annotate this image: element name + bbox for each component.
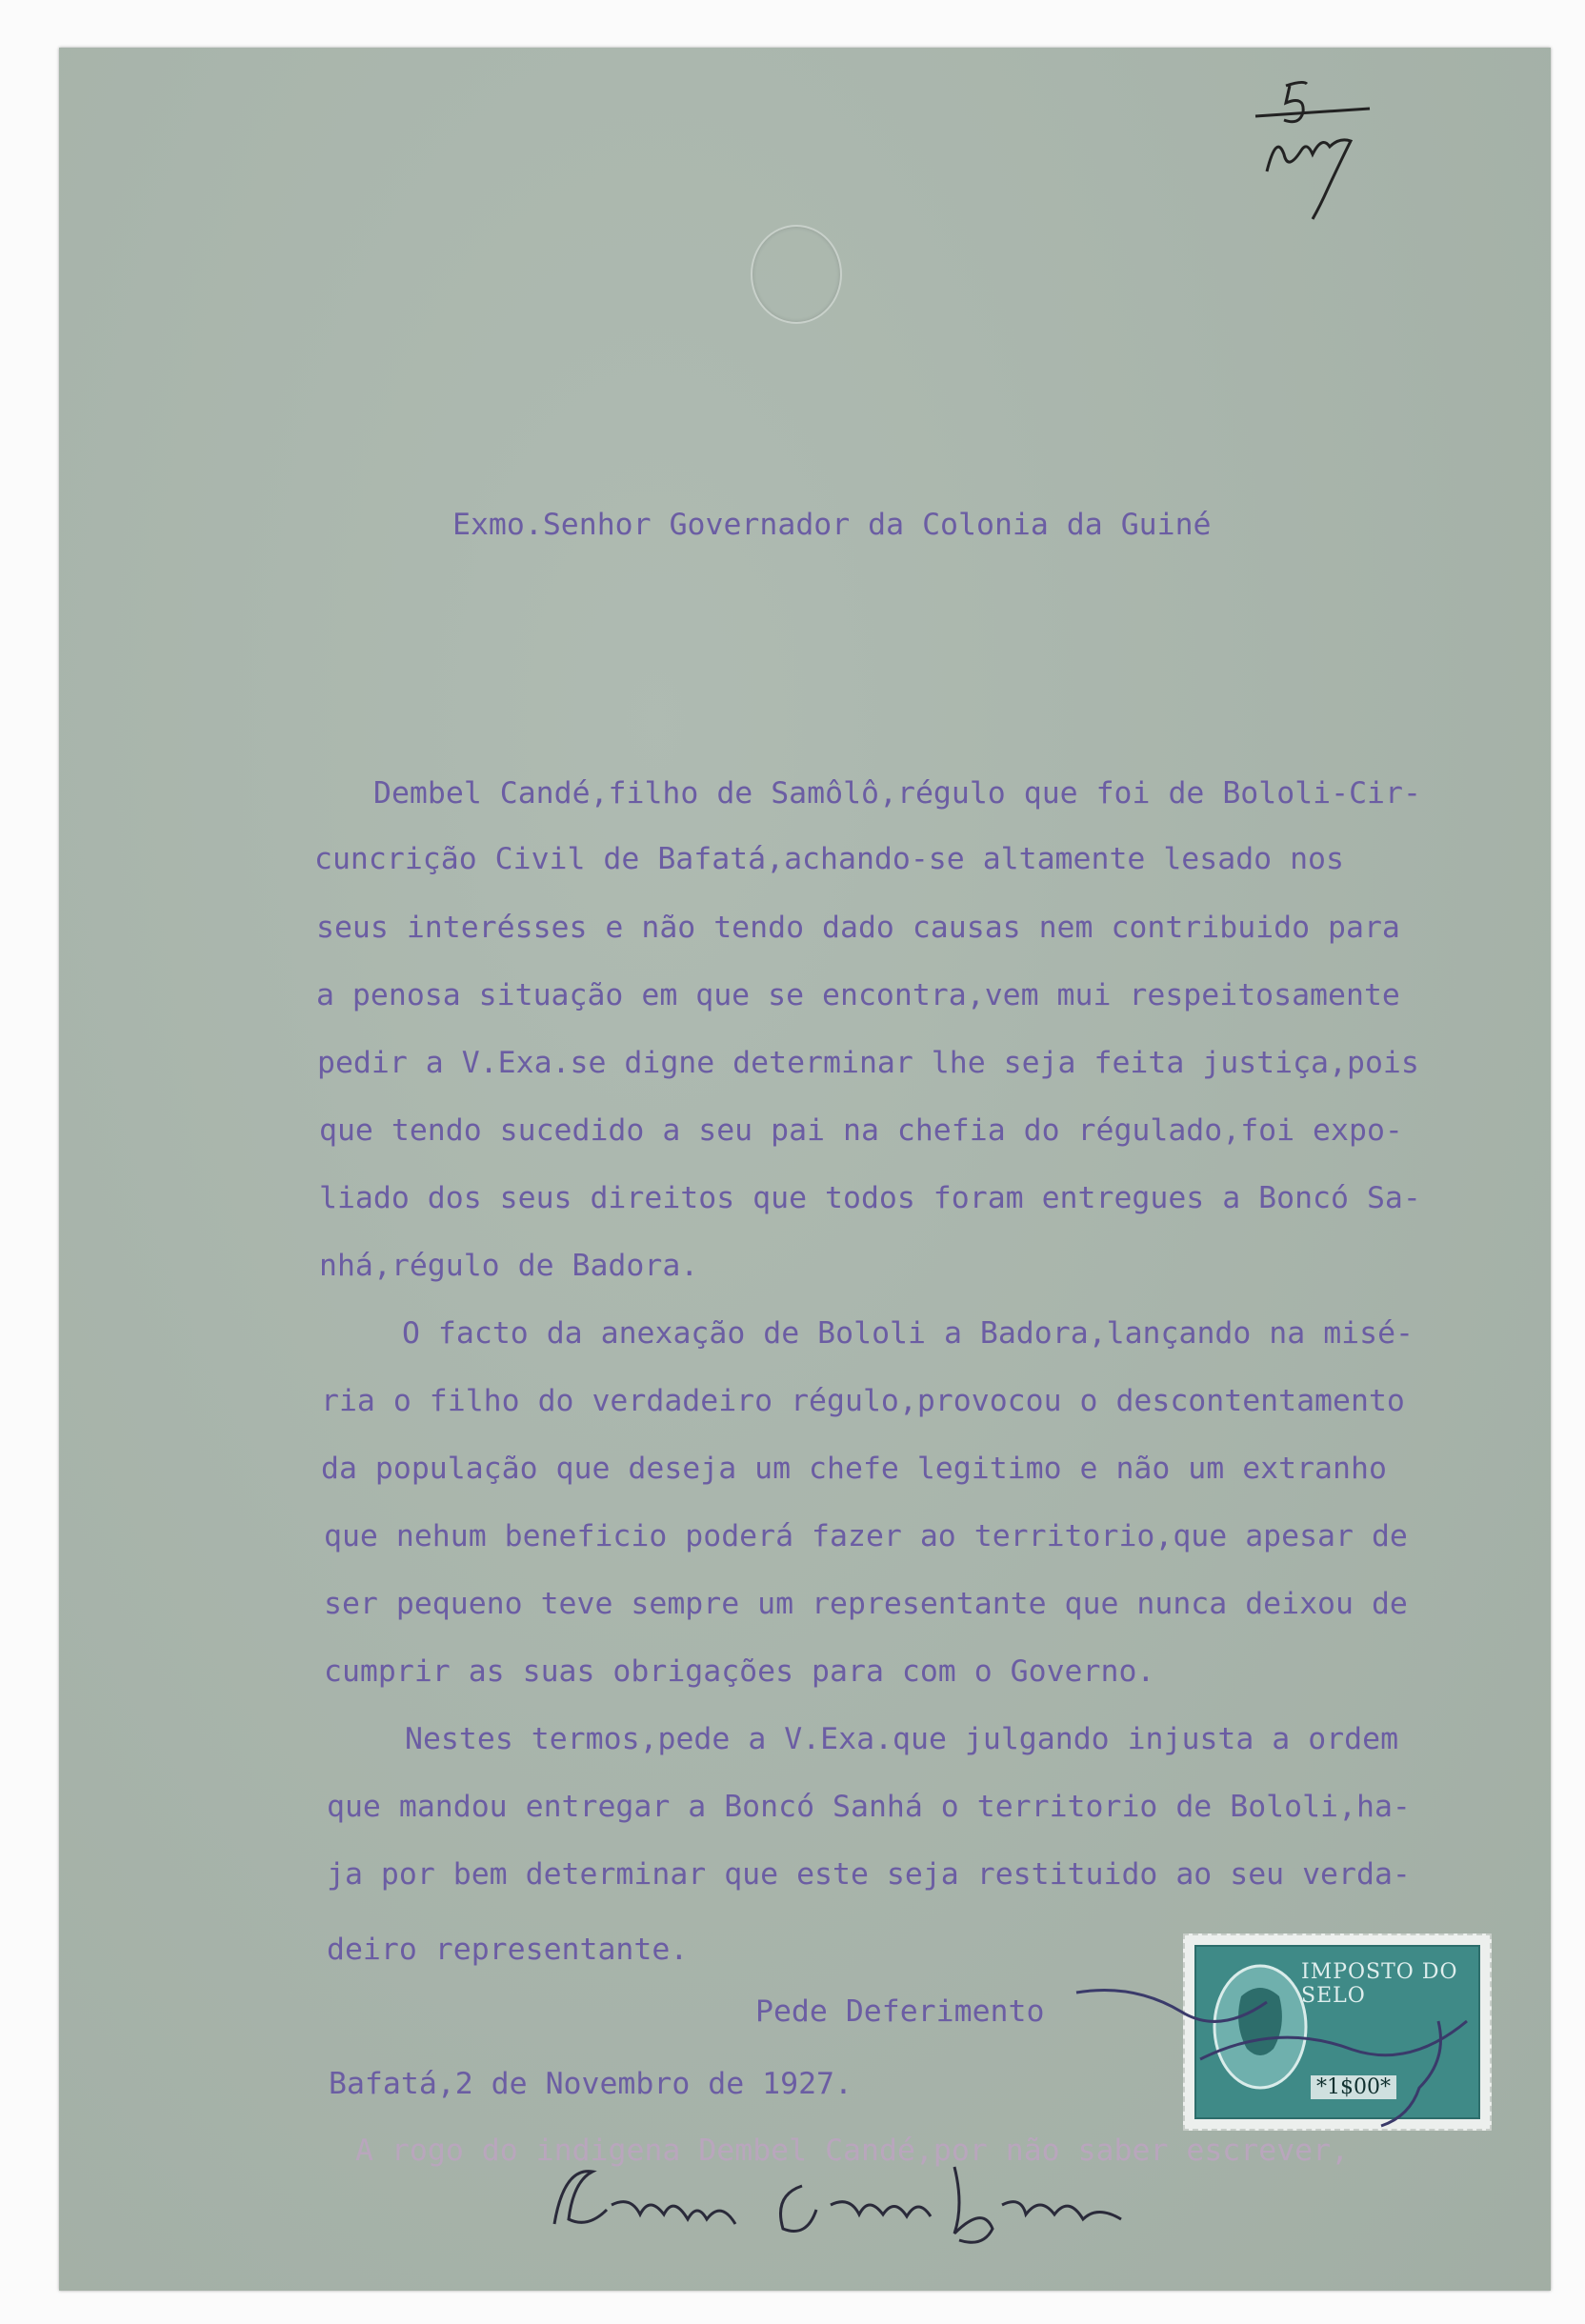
body-line: que tendo sucedido a seu pai na chefia do régulado,foi expo-: [319, 1113, 1403, 1148]
embossed-seal: [751, 225, 842, 324]
body-line: seus interésses e não tendo dado causas nem contribuido para: [316, 911, 1400, 945]
closing-line: Pede Deferimento: [755, 1994, 1045, 2029]
body-line: ja por bem determinar que este seja restituido ao seu verda-: [327, 1857, 1411, 1892]
body-line: a penosa situação em que se encontra,vem mui respeitosamente: [316, 978, 1400, 1012]
body-line: Nestes termos,pede a V.Exa.que julgando injusta a ordem: [405, 1722, 1399, 1756]
body-line: cumprir as suas obrigações para com o Governo.: [324, 1654, 1155, 1689]
body-line: que mandou entregar a Boncó Sanhá o territorio de Bololi,ha-: [327, 1790, 1411, 1824]
body-line: cuncrição Civil de Bafatá,achando-se altamente lesado nos: [314, 842, 1344, 876]
body-line: pedir a V.Exa.se digne determinar lhe seja feita justiça,pois: [317, 1046, 1419, 1080]
stamp-value: *1$00*: [1311, 2075, 1396, 2099]
attestation-line: A rogo do indigena Dembel Candé,por não saber escrever,: [355, 2134, 1350, 2168]
body-line: ser pequeno teve sempre um representante que nunca deixou de: [324, 1587, 1408, 1621]
cancellation-scribble: [1057, 1964, 1534, 2145]
body-line: Dembel Candé,filho de Samôlô,régulo que foi de Bololi-Cir-: [373, 776, 1421, 811]
body-line: da população que deseja um chefe legitimo e não um extranho: [321, 1452, 1387, 1486]
body-line: ria o filho do verdadeiro régulo,provocou o descontentamento: [321, 1384, 1405, 1418]
folio-annotation: [1248, 57, 1400, 229]
body-line: nhá,régulo de Badora.: [319, 1249, 699, 1283]
salutation: Exmo.Senhor Governador da Colonia da Guiné: [452, 508, 1212, 542]
body-line: liado dos seus direitos que todos foram entregues a Boncó Sa-: [319, 1181, 1421, 1215]
stamp-title: IMPOSTO DO SELO: [1301, 1960, 1458, 2008]
place-date: Bafatá,2 de Novembro de 1927.: [329, 2067, 853, 2101]
handwritten-signature: [545, 2148, 1135, 2253]
body-line: deiro representante.: [327, 1933, 689, 1967]
body-line: O facto da anexação de Bololi a Badora,lançando na misé-: [402, 1316, 1414, 1351]
body-line: que nehum beneficio poderá fazer ao territorio,que apesar de: [324, 1519, 1408, 1553]
